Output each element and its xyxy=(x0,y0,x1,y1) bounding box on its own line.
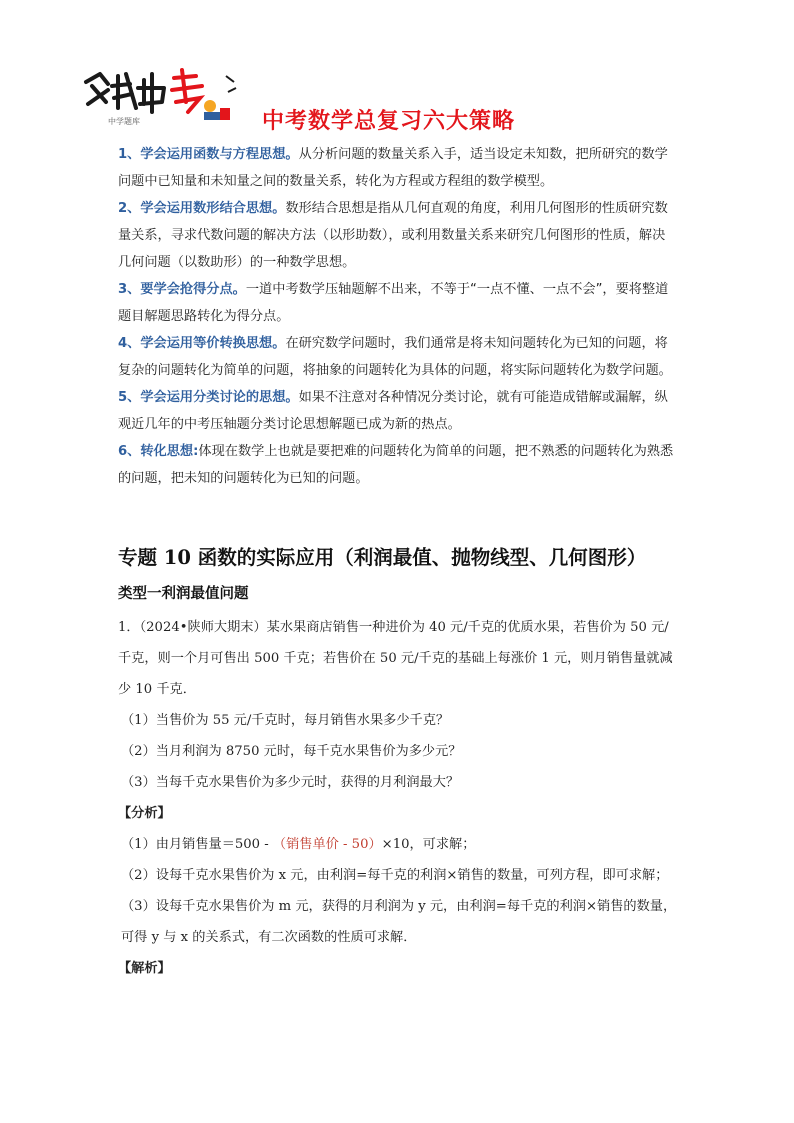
topic-heading: 专题 10 函数的实际应用（利润最值、抛物线型、几何图形） xyxy=(118,546,647,569)
analysis-3: （3）设每千克水果售价为 m 元，获得的月利润为 y 元，由利润=每千克的利润×销售的数量，可得 y 与 x 的关系式，有二次函数的性质可求解． xyxy=(121,899,677,945)
analysis-1-pre: （1）由月销售量＝500 - xyxy=(121,837,273,852)
logo-image xyxy=(78,62,246,130)
strategy-lead: 5、学会运用分类讨论的思想。 xyxy=(118,390,299,405)
strategy-item xyxy=(118,330,678,384)
strategy-item xyxy=(118,438,678,492)
strategy-body: 从分析问题的数量关系入手，适当设定未知数，把所研究的数学问题中已知量和未知量之间的数量关系，转化为方程或方程组的数学模型。 xyxy=(118,147,668,189)
problem-block xyxy=(118,612,678,984)
strategy-item xyxy=(118,276,678,330)
strategy-body: 数形结合思想是指从几何直观的角度，利用几何图形的性质研究数量关系，寻求代数问题的解决方法（以形助数），或利用数量关系来研究几何图形的性质，解决几何问题（以数助形）的一种数学思想。 xyxy=(118,201,668,270)
page-title: 中考数学总复习六大策略 xyxy=(262,109,516,134)
question-2: （2）当月利润为 8750 元时，每千克水果售价为多少元？ xyxy=(121,744,462,759)
strategy-lead: 1、学会运用函数与方程思想。 xyxy=(118,147,299,162)
strategy-lead: 2、学会运用数形结合思想。 xyxy=(118,201,286,216)
analysis-label: 【分析】 xyxy=(118,806,171,821)
strategy-body: 一道中考数学压轴题解不出来，不等于“一点不懂、一点不会”，要将整道题目解题思路转化为得分点。 xyxy=(118,282,669,324)
question-3: （3）当每千克水果售价为多少元时，获得的月利润最大？ xyxy=(121,775,460,790)
analysis-1-highlight: （销售单价 - 50） xyxy=(272,837,382,852)
strategy-item xyxy=(118,141,678,195)
strategy-item xyxy=(118,384,678,438)
svg-text:中学题库: 中学题库 xyxy=(108,117,140,126)
question-1: （1）当售价为 55 元/千克时，每月销售水果多少千克？ xyxy=(121,713,450,728)
strategy-lead: 3、要学会抢得分点。 xyxy=(118,282,246,297)
strategy-body: 体现在数学上也就是要把难的问题转化为简单的问题，把不熟悉的问题转化为熟悉的问题，把未知的问题转化为已知的问题。 xyxy=(118,444,674,486)
strategy-lead: 4、学会运用等价转换思想。 xyxy=(118,336,286,351)
strategy-list xyxy=(118,141,678,492)
solution-label: 【解析】 xyxy=(118,961,171,976)
problem-stem: 1．（2024•陕师大期末）某水果商店销售一种进价为 40 元/千克的优质水果，若售价为 50 元/千克，则一个月可售出 500 千克；若售价在 50 元/千克的基础上每涨价 1 元，则月销售量就减少 10 千克． xyxy=(118,620,673,697)
strategy-body: 如果不注意对各种情况分类讨论，就有可能造成错解或漏解，纵观近几年的中考压轴题分类讨论思想解题已成为新的热点。 xyxy=(118,390,668,432)
type-heading: 类型一利润最值问题 xyxy=(118,585,249,602)
strategy-lead: 6、转化思想: xyxy=(118,444,199,459)
analysis-2: （2）设每千克水果售价为 x 元，由利润=每千克的利润×销售的数量，可列方程，即可求解； xyxy=(121,868,669,883)
analysis-1-post: ×10，可求解； xyxy=(381,837,476,852)
analysis-1 xyxy=(118,829,678,860)
strategy-item xyxy=(118,195,678,276)
strategy-body: 在研究数学问题时，我们通常是将未知问题转化为已知的问题，将复杂的问题转化为简单的问题，将抽象的问题转化为具体的问题，将实际问题转化为数学问题。 xyxy=(118,336,672,378)
